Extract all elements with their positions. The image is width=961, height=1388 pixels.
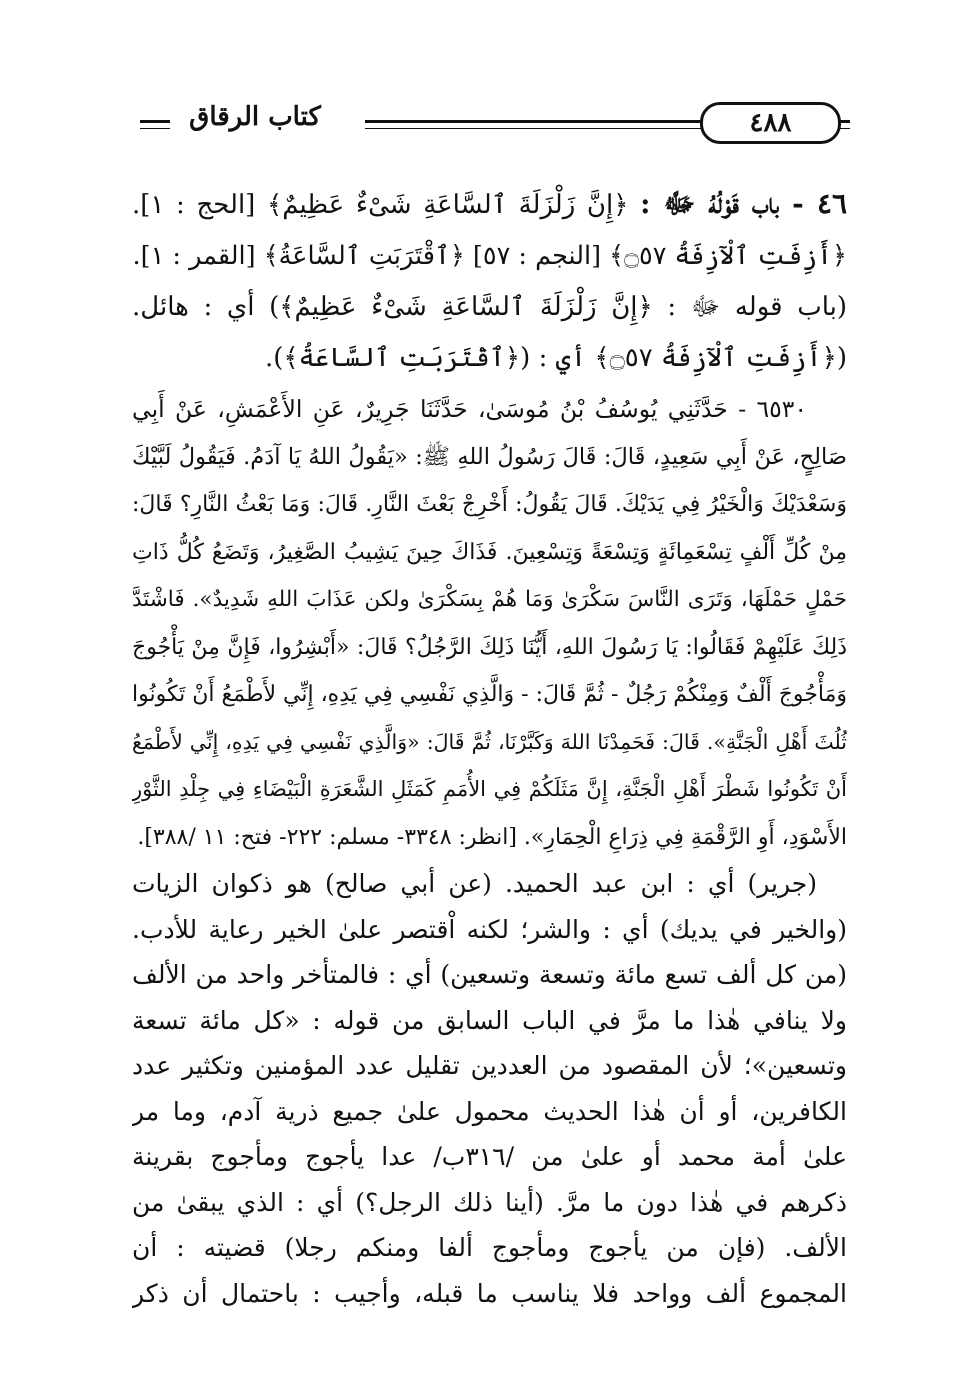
header-rule-middle-top — [365, 120, 705, 123]
commentary-line: (والخير في يديك) أي : والشر؛ لكنه اْقتصر علىٰ الخير رعاية للأدب. — [132, 914, 847, 944]
header-rule-left-bottom — [140, 128, 170, 129]
hadith-line: وَمَأْجُوجَ أَلْفٌ وَمِنْكُمْ رَجُلٌ - ثُمَّ قَالَ: - وَالَّذِي نَفْسِي فِي يَدِهِ، إِنِّي لأَطْمَعُ أَنْ تَكُونُوا — [132, 682, 847, 707]
commentary-line: وتسعين»؛ لأن المقصود من العددين تقليل عدد المؤمنين وتكثير عدد — [132, 1051, 847, 1080]
header-rule-left-top — [140, 120, 170, 123]
chapter-line-3: (باب قوله ﷻ : ﴿إِنَّ زَلْزَلَةَ ٱلسَّاعَةِ شَىْءٌ عَظِيمٌ﴾) أي : هائل. — [132, 292, 847, 322]
header-rule-middle-bottom — [365, 128, 705, 129]
commentary-line: ولا ينافي هٰذا ما مرَّ في الباب السابق من قوله : «كل مائة تسعة — [132, 1005, 847, 1035]
hadith-line: مِنْ كُلِّ أَلْفٍ تِسْعَمِائَةٍ وَتِسْعَةً وَتِسْعِينَ. فَذَاكَ حِينَ يَشِيبُ الصَّغِيرُ، وَتَضَعُ كُلُّ ذَاتِ — [132, 539, 847, 565]
chapter-line-4: (﴿أَزِفَتِ ٱلْآزِفَةُ ۝٥٧﴾ أي : (﴿ٱقْتَرَبَتِ ٱلسَّاعَةُ﴾). — [264, 343, 847, 373]
commentary-line: الألف. (فإن من يأجوج ومأجوج ألفا ومنكم رجلا) قضيته : أن — [132, 1233, 847, 1262]
text-column — [132, 178, 847, 1316]
chapter-heading-line — [132, 178, 847, 231]
commentary-line: (جرير) أي : ابن عبد الحميد. (عن أبي صالح) هو ذكوان الزيات — [132, 869, 817, 898]
chapter-line-2: ﴿أَزِفَتِ ٱلْآزِفَةُ ۝٥٧﴾ [النجم : ٥٧] ﴿ٱقْتَرَبَتِ ٱلسَّاعَةُ﴾ [القمر : ١]. — [132, 241, 847, 271]
commentary-line: ذكرهم في هٰذا دون ما مرَّ. (أينا ذلك الرجل؟) أي : الذي يبقىٰ من — [132, 1187, 847, 1217]
commentary-line: علىٰ أمة محمد أو علىٰ من /٣١٦ب/ عدا يأجوج ومأجوج بقرينة — [132, 1142, 847, 1171]
hadith-line: حَمْلٍ حَمْلَهَا، وَتَرَى النَّاسَ سَكْرَىٰ وَمَا هُمْ بِسَكْرَىٰ ولكن عَذَابَ اللهِ شَدِيدٌ». فَاشْتَدَّ — [132, 587, 847, 612]
hadith-line: ثُلُثَ أَهْلِ الْجَنَّةِ». قَالَ: فَحَمِدْنَا اللهَ وَكَبَّرْنَا، ثُمَّ قَالَ: «وَالَّذِي نَفْسِي فِي يَدِهِ، إِنِّي لأَطْمَعُ — [132, 729, 847, 754]
page-number: ٤٨٨ — [700, 102, 841, 144]
hadith-line: الأَسْوَدِ، أَوِ الرَّقْمَةِ فِي ذِرَاعِ الْحِمَارِ». [انظر: ٣٣٤٨- مسلم: ٢٢٢- فتح: ١١ /٣٨٨]. — [137, 824, 847, 850]
hadith-text — [132, 386, 847, 861]
chapter-block — [132, 178, 847, 384]
commentary-line: الكافرين، أو أن هٰذا الحديث محمول علىٰ جميع ذرية آدم، وما مر — [132, 1096, 847, 1126]
hadith-line: صَالِحٍ، عَنْ أَبِي سَعِيدٍ، قَالَ: قَالَ رَسُولُ اللهِ ﷺ: «يَقُولُ اللهُ يَا آدَمُ. فَيَقُولُ لَبَّيْكَ — [132, 443, 847, 470]
book-title: كتاب الرقاق — [189, 102, 321, 132]
chapter-verse: ﴿إِنَّ زَلْزَلَةَ ٱلسَّاعَةِ شَىْءٌ عَظِيمٌ﴾ [الحج : ١]. — [132, 190, 629, 220]
hadith-line: ذَلِكَ عَلَيْهِمْ فَقَالُوا: يَا رَسُولَ اللهِ، أَيُّنَا ذَلِكَ الرَّجُلُ؟ قَالَ: «أَبْشِرُوا، فَإِنَّ مِنْ يَأْجُوجَ — [132, 634, 847, 660]
chapter-title: ٤٦ - باب قَوْلُهُ ﷻ : — [640, 187, 847, 220]
hadith-line: ٦٥٣٠ - حَدَّثَنِي يُوسُفُ بْنُ مُوسَىٰ، حَدَّثَنَا جَرِيرٌ، عَنِ الأَعْمَشِ، عَنْ أَبِي — [132, 395, 807, 423]
hadith-line: أَنْ تَكُونُوا شَطْرَ أَهْلِ الْجَنَّةِ، إِنَّ مَثَلَكُمْ فِي الأُمَمِ كَمَثَلِ الشَّعَرَةِ الْبَيْضَاءِ فِي جِلْدِ الثَّوْرِ — [132, 777, 847, 801]
commentary-line: المجموع ألف وواحد فلا يناسب ما قبله، وأجيب : باحتمال أن ذكر — [132, 1278, 847, 1308]
commentary-line: (من كل ألف تسع مائة وتسعة وتسعين) أي : فالمتأخر واحد من الألف — [132, 960, 847, 989]
hadith-line: وَسَعْدَيْكَ وَالْخَيْرُ فِي يَدَيْكَ. قَالَ يَقُولُ: أَخْرِجْ بَعْثَ النَّارِ. قَالَ: وَمَا بَعْثُ النَّارِ؟ قَالَ: — [132, 492, 847, 517]
page-header — [140, 92, 850, 152]
commentary-text — [132, 861, 847, 1316]
